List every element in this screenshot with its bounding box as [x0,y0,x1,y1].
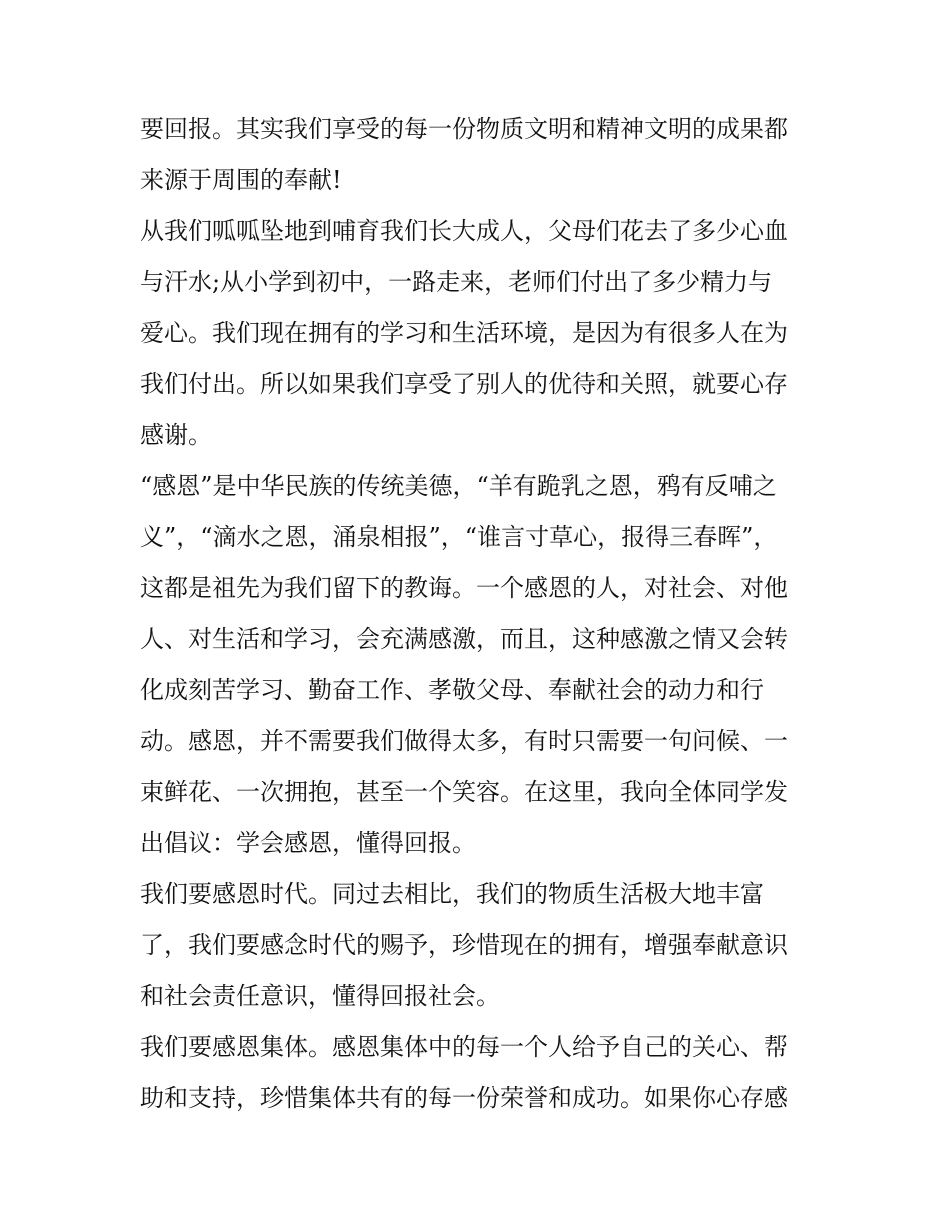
text-line: 出倡议：学会感恩，懂得回报。 [140,829,476,857]
paragraph-5 [140,1022,820,1124]
text-line: 了，我们要感念时代的赐予，珍惜现在的拥有，增强奉献意识 [140,931,788,959]
text-line: 与汗水;从小学到初中，一路走来，老师们付出了多少精力与 [140,268,773,296]
paragraph-4 [140,869,820,1022]
text-line: 义”，“滴水之恩，涌泉相报”，“谁言寸草心，报得三春晖”， [140,523,778,551]
text-line: 这都是祖先为我们留下的教诲。一个感恩的人，对社会、对他 [140,574,788,602]
text-line: 爱心。我们现在拥有的学习和生活环境，是因为有很多人在为 [140,319,788,347]
text-line: 人、对生活和学习，会充满感激，而且，这种感激之情又会转 [140,625,788,653]
text-line: 来源于周围的奉献! [140,166,342,194]
document-body [140,104,820,1124]
text-line: 我们要感恩时代。同过去相比，我们的物质生活极大地丰富 [140,880,764,908]
text-line: 动。感恩，并不需要我们做得太多，有时只需要一句问候、一 [140,727,788,755]
text-line: “感恩”是中华民族的传统美德，“羊有跪乳之恩，鸦有反哺之 [140,472,777,500]
text-line: 和社会责任意识，懂得回报社会。 [140,982,500,1010]
text-line: 束鲜花、一次拥抱，甚至一个笑容。在这里，我向全体同学发 [140,778,788,806]
paragraph-1 [140,104,820,206]
paragraph-2 [140,206,820,461]
text-line: 从我们呱呱坠地到哺育我们长大成人，父母们花去了多少心血 [140,217,788,245]
text-line: 我们付出。所以如果我们享受了别人的优待和关照，就要心存 [140,370,788,398]
text-line: 感谢。 [140,421,212,449]
text-line: 要回报。其实我们享受的每一份物质文明和精神文明的成果都 [140,115,788,143]
text-line: 我们要感恩集体。感恩集体中的每一个人给予自己的关心、帮 [140,1033,788,1061]
text-line: 助和支持，珍惜集体共有的每一份荣誉和成功。如果你心存感 [140,1084,788,1112]
paragraph-3 [140,461,820,869]
text-line: 化成刻苦学习、勤奋工作、孝敬父母、奉献社会的动力和行 [140,676,764,704]
